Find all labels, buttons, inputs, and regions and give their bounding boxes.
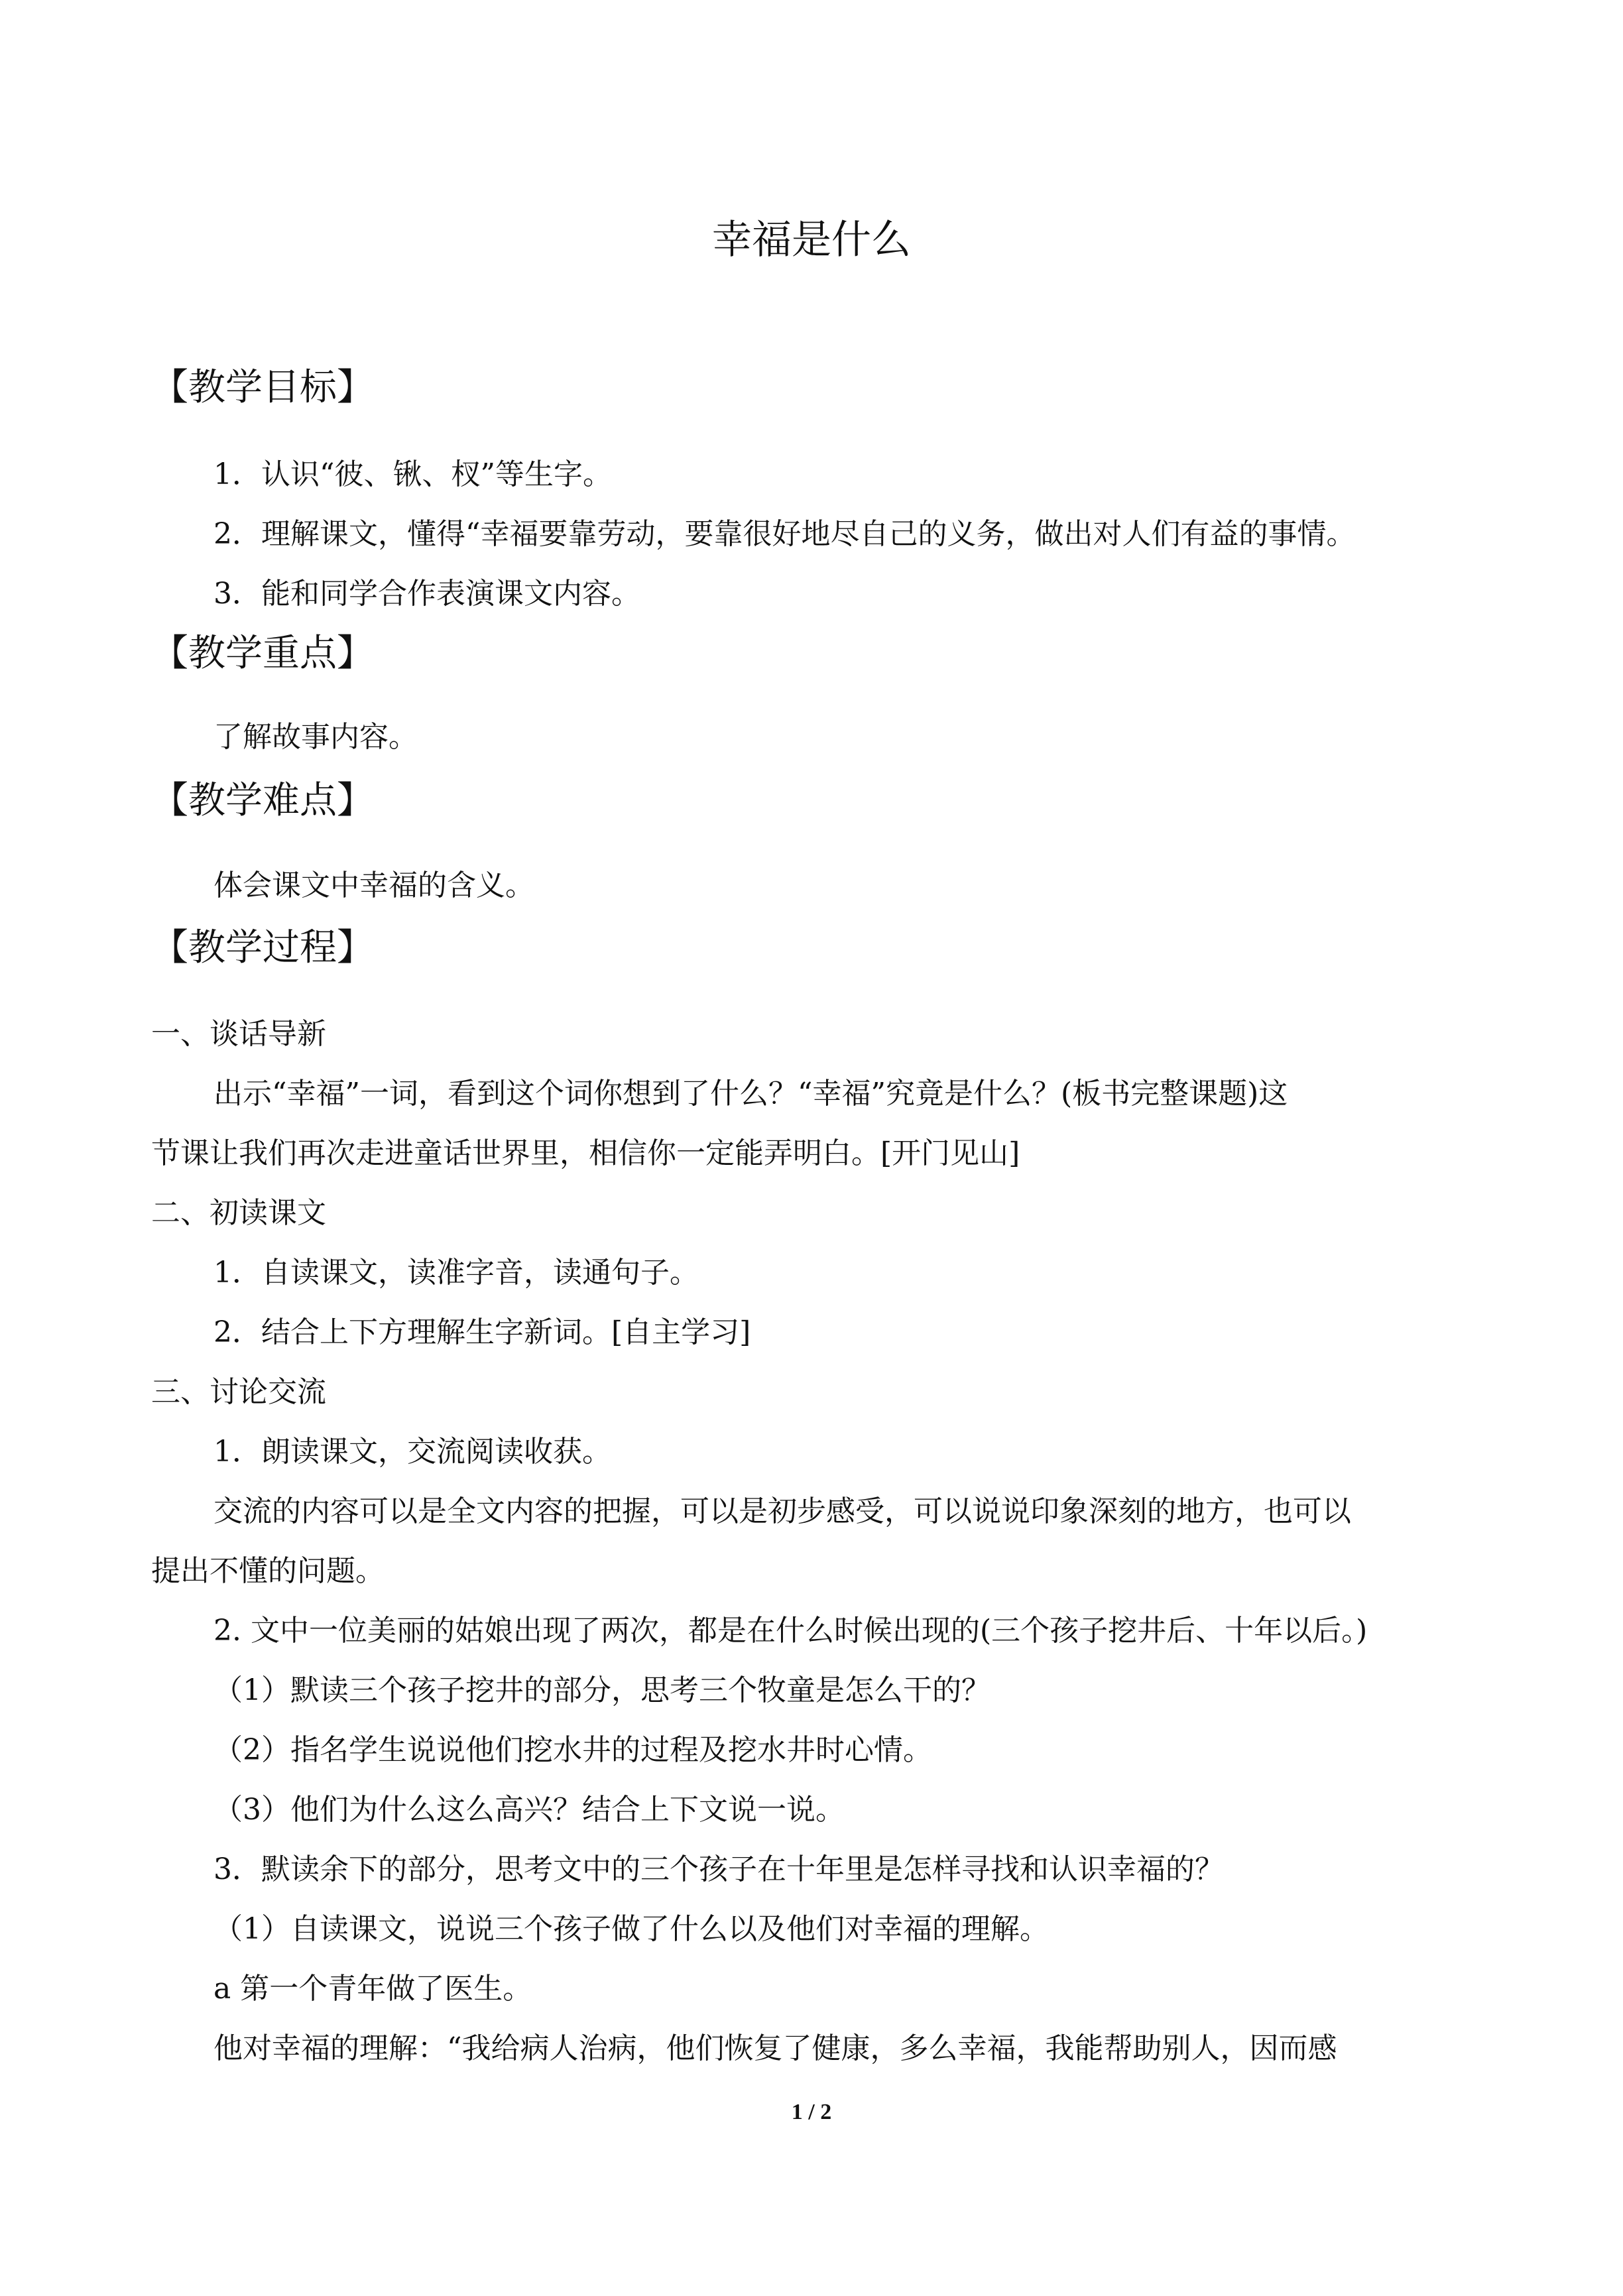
heading-objectives: 【教学目标】 <box>151 366 374 409</box>
objective-item-1: 1．认识“彼、锹、杈”等生字。 <box>213 457 612 491</box>
page-number: 1 / 2 <box>791 2100 832 2124</box>
key-points-text: 了解故事内容。 <box>213 720 418 754</box>
process-part2-heading: 二、初读课文 <box>151 1196 326 1230</box>
process-part3-sub-item-2: （2）指名学生说说他们挖水井的过程及挖水井时心情。 <box>213 1733 932 1767</box>
process-part3-heading: 三、讨论交流 <box>151 1375 326 1409</box>
process-part3-line-last: 他对幸福的理解：“我给病人治病，他们恢复了健康，多么幸福，我能帮助别人，因而感 <box>213 2031 1337 2065</box>
heading-key-points: 【教学重点】 <box>151 632 374 675</box>
process-part1-para-line2: 节课让我们再次走进童话世界里，相信你一定能弄明白。[开门见山] <box>151 1136 1020 1170</box>
process-part3-para-line1: 交流的内容可以是全文内容的把握，可以是初步感受，可以说说印象深刻的地方，也可以 <box>213 1494 1351 1528</box>
process-part1-heading: 一、谈话导新 <box>151 1017 326 1051</box>
process-part3-item-3: 3．默读余下的部分，思考文中的三个孩子在十年里是怎样寻找和认识幸福的？ <box>213 1852 1224 1886</box>
difficulties-text: 体会课文中幸福的含义。 <box>213 869 534 902</box>
document-title: 幸福是什么 <box>712 217 911 263</box>
process-part3-line-a: a 第一个青年做了医生。 <box>213 1972 532 2006</box>
process-part3-item-3-sub-1: （1）自读课文，说说三个孩子做了什么以及他们对幸福的理解。 <box>213 1912 1049 1946</box>
heading-difficulties: 【教学难点】 <box>151 779 374 822</box>
process-part3-sub-item-1: （1）默读三个孩子挖井的部分，思考三个牧童是怎么干的？ <box>213 1673 991 1707</box>
heading-process: 【教学过程】 <box>151 926 374 969</box>
process-part3-para-line2: 提出不懂的问题。 <box>151 1554 385 1588</box>
process-part1-para-line1: 出示“幸福”一词，看到这个词你想到了什么？“幸福”究竟是什么？(板书完整课题)这 <box>213 1077 1288 1111</box>
process-part3-item-1: 1．朗读课文，交流阅读收获。 <box>213 1435 611 1469</box>
objective-item-2: 2．理解课文，懂得“幸福要靠劳动，要靠很好地尽自己的义务，做出对人们有益的事情。 <box>213 517 1356 551</box>
process-part3-item-2: 2. 文中一位美丽的姑娘出现了两次，都是在什么时候出现的(三个孩子挖井后、十年以后。) <box>213 1614 1368 1648</box>
process-part3-sub-item-3: （3）他们为什么这么高兴？结合上下文说一说。 <box>213 1793 845 1827</box>
process-part2-item-2: 2．结合上下方理解生字新词。[自主学习] <box>213 1315 751 1349</box>
objective-item-3: 3．能和同学合作表演课文内容。 <box>213 577 640 611</box>
process-part2-item-1: 1．自读课文，读准字音，读通句子。 <box>213 1256 699 1290</box>
